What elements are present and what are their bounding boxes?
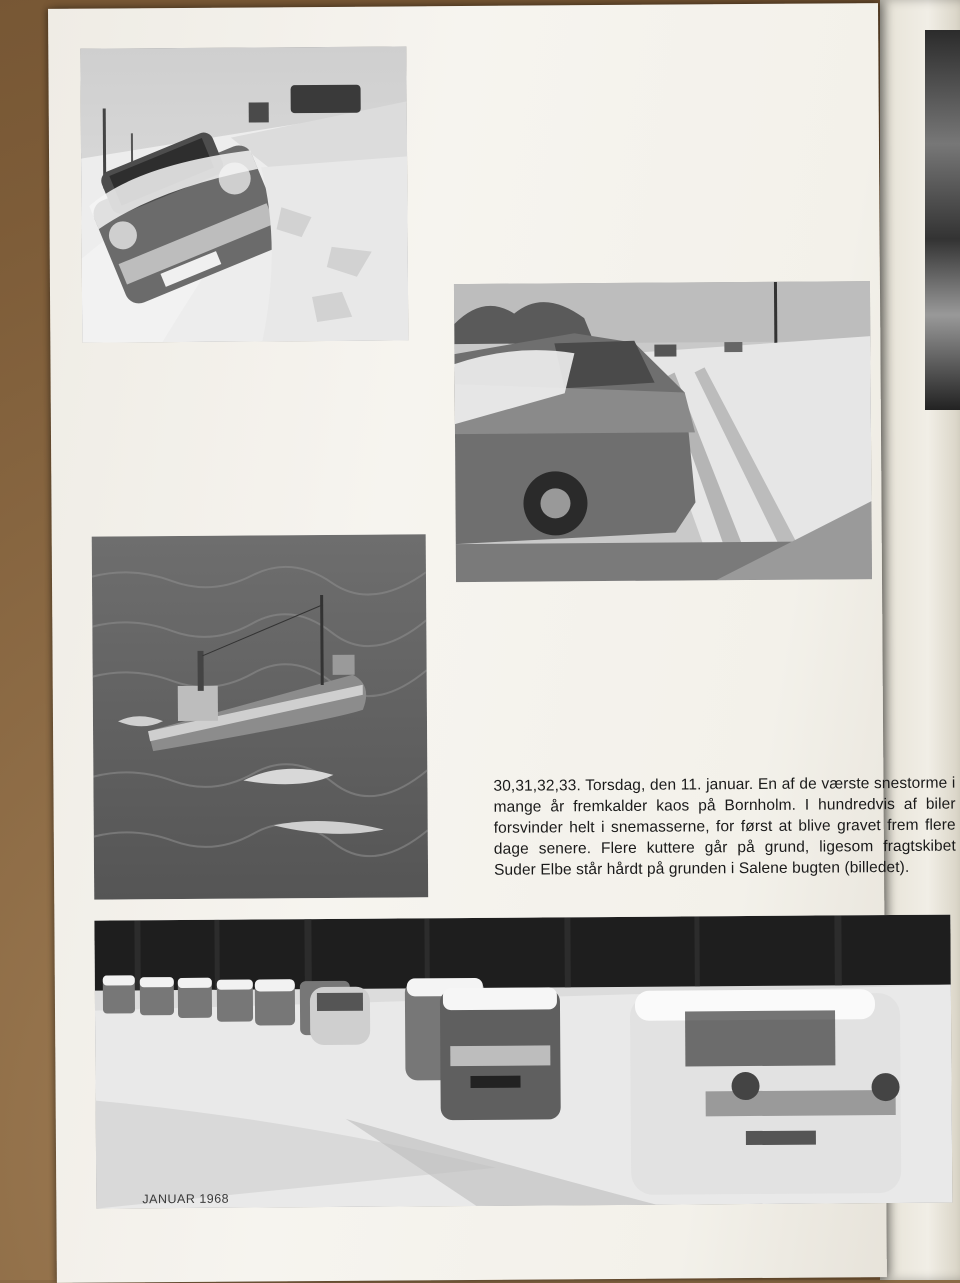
next-page-photo-fragment [925, 30, 960, 410]
page-footer-month-year: JANUAR 1968 [142, 1191, 230, 1207]
book-page [48, 3, 956, 1283]
photo-freighter-aground-in-sea [92, 534, 429, 899]
photo-caption: 30,31,32,33. Torsdag, den 11. januar. En af de værste snestorme i mange år fremkalder kaos på Bornholm. I hundredvis af biler forsvinder helt i snemasserne, for først at blive gravet frem flere dage senere. Flere kuttere går på grund, ligesom fragtskibet Suder Elbe står hårdt på grunden i Salene bugten (billedet). [493, 774, 956, 879]
photo-snowed-in-parked-cars [94, 915, 952, 1209]
photo-car-on-snowy-road [454, 281, 872, 582]
photo-car-in-snowdrift [80, 46, 408, 342]
